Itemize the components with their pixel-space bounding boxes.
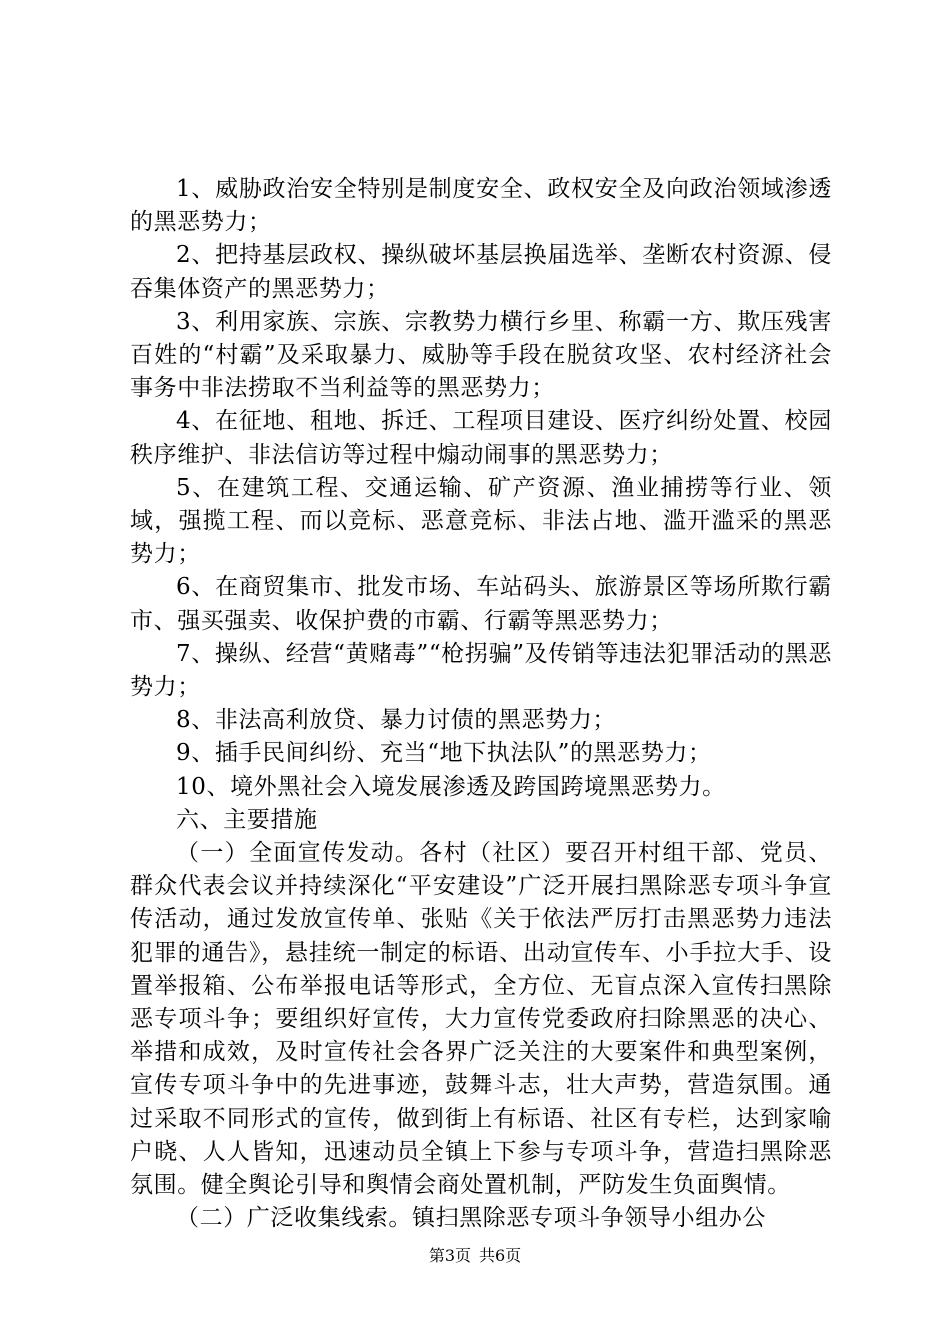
paragraph-item-4: 4、在征地、租地、拆迁、工程项目建设、医疗纠纷处置、校园秩序维护、非法信访等过程中煽动闹事的黑恶势力； [130, 408, 832, 468]
paragraph-item-10: 10、境外黑社会入境发展渗透及跨国跨境黑恶势力。 [176, 773, 726, 800]
page-total: 共6页 [479, 1246, 522, 1265]
paragraph-item-8: 8、非法高利放贷、暴力讨债的黑恶势力； [176, 707, 617, 734]
paragraph-item-1: 1、威胁政治安全特别是制度安全、政权安全及向政治领域渗透的黑恶势力； [130, 176, 832, 236]
paragraph-item-3: 3、利用家族、宗族、宗教势力横行乡里、称霸一方、欺压残害百姓的“村霸”及采取暴力、威胁等手段在脱贫攻坚、农村经济社会事务中非法捞取不当利益等的黑恶势力； [130, 308, 832, 402]
paragraph-item-2: 2、把持基层政权、操纵破坏基层换届选举、垄断农村资源、侵吞集体资产的黑恶势力； [130, 242, 832, 302]
page-footer [0, 1245, 950, 1267]
paragraph-item-7: 7、操纵、经营“黄赌毒”“枪拐骗”及传销等违法犯罪活动的黑恶势力； [130, 640, 832, 701]
document-body [130, 173, 832, 1236]
paragraph-collect-clues: （二）广泛收集线索。镇扫黑除恶专项斗争领导小组办公 [176, 1205, 766, 1232]
paragraph-publicity: （一）全面宣传发动。各村（社区）要召开村组干部、党员、群众代表会议并持续深化“平安建设”广泛开展扫黑除恶专项斗争宣传活动，通过发放宣传单、张贴《关于依法严厉打击黑恶势力违法犯罪的通告》，悬挂统一制定的标语、出动宣传车、小手拉大手、设置举报箱、公布举报电话等形式，全方位、无盲点深入宣传扫黑除恶专项斗争；要组织好宣传，大力宣传党委政府扫除黑恶的决心、举措和成效，及时宣传社会各界广泛关注的大要案件和典型案例，宣传专项斗争中的先进事迹，鼓舞斗志，壮大声势，营造氛围。通过采取不同形式的宣传，做到街上有标语、社区有专栏，达到家喻户晓、人人皆知，迅速动员全镇上下参与专项斗争，营造扫黑除恶氛围。健全舆论引导和舆情会商处置机制，严防发生负面舆情。 [130, 840, 832, 1199]
paragraph-item-6: 6、在商贸集市、批发市场、车站码头、旅游景区等场所欺行霸市、强买强卖、收保护费的市霸、行霸等黑恶势力； [130, 574, 832, 634]
section-heading-measures: 六、主要措施 [176, 806, 318, 833]
page-number: 第3页 [428, 1246, 471, 1265]
paragraph-item-5: 5、在建筑工程、交通运输、矿产资源、渔业捕捞等行业、领域，强揽工程、而以竞标、恶意竞标、非法占地、滥开滥采的黑恶势力； [130, 474, 832, 568]
paragraph-item-9: 9、插手民间纠纷、充当“地下执法队”的黑恶势力； [176, 740, 712, 767]
